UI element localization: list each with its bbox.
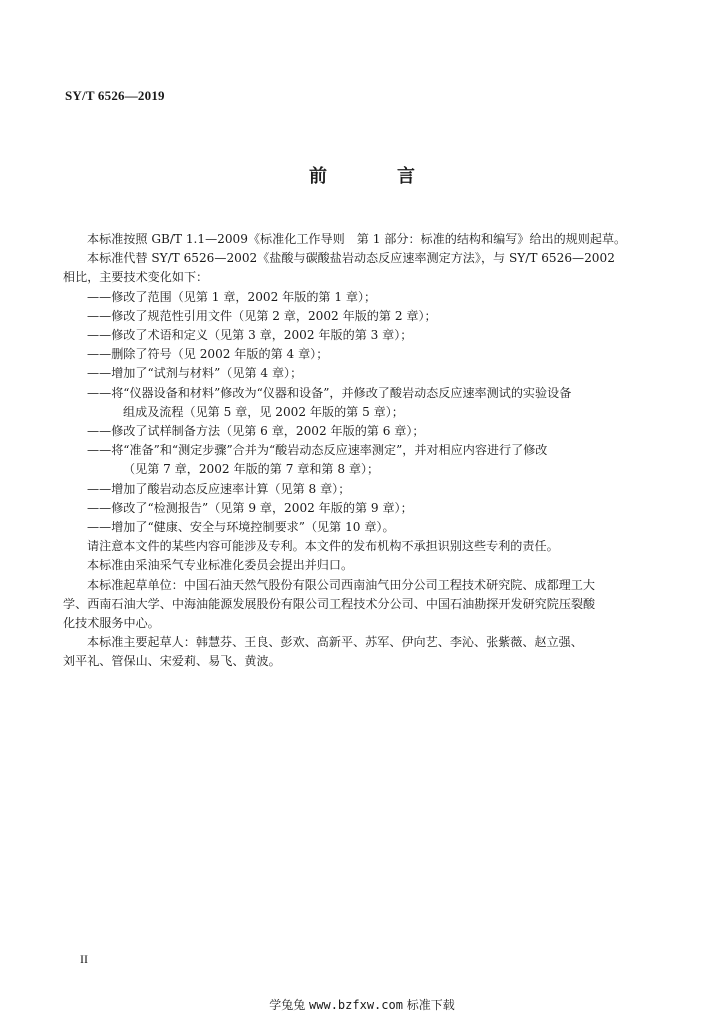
- body-line: ——增加了酸岩动态反应速率计算（见第 8 章）；: [87, 482, 351, 496]
- body-line: 请注意本文件的某些内容可能涉及专利。本文件的发布机构不承担识别这些专利的责任。: [87, 539, 559, 553]
- page-title: 前 言: [309, 166, 441, 187]
- page-number: II: [80, 952, 88, 966]
- footer-prefix: 学兔兔: [269, 998, 306, 1012]
- body-line: ——增加了“健康、安全与环境控制要求”（见第 10 章）。: [87, 520, 395, 534]
- body-line: ——修改了范围（见第 1 章，2002 年版的第 1 章）；: [87, 290, 377, 304]
- body-line: 相比，主要技术变化如下：: [63, 270, 209, 284]
- body-line: ——增加了“试剂与材料”（见第 4 章）；: [87, 366, 303, 380]
- body-line: 本标准起草单位：中国石油天然气股份有限公司西南油气田分公司工程技术研究院、成都理工大: [87, 578, 595, 592]
- body-line: ——将“仪器设备和材料”修改为“仪器和设备”，并修改了酸岩动态反应速率测试的实验设备: [87, 386, 572, 400]
- body-line: 学、西南石油大学、中海油能源发展股份有限公司工程技术分公司、中国石油勘探开发研究院压裂酸: [63, 597, 596, 611]
- body-line: 组成及流程（见第 5 章，见 2002 年版的第 5 章）；: [123, 405, 404, 419]
- body-line: （见第 7 章，2002 年版的第 7 章和第 8 章）；: [123, 462, 380, 476]
- body-line: 本标准主要起草人：韩慧芬、王良、彭欢、高新平、苏军、伊向艺、李沁、张紫薇、赵立强、: [87, 635, 583, 649]
- body-line: 本标准由采油采气专业标准化委员会提出并归口。: [87, 558, 354, 572]
- body-line: 本标准代替 SY/T 6526—2002《盐酸与碳酸盐岩动态反应速率测定方法》，与 SY/T 6526—2002: [87, 251, 615, 265]
- body-line: ——修改了“检测报告”（见第 9 章，2002 年版的第 9 章）；: [87, 501, 413, 515]
- body-line: 化技术服务中心。: [63, 616, 160, 630]
- watermark-footer: [0, 996, 724, 1013]
- body-line: ——修改了术语和定义（见第 3 章，2002 年版的第 3 章）；: [87, 328, 413, 342]
- footer-link[interactable]: www.bzfxw.com: [309, 998, 403, 1012]
- body-line: ——删除了符号（见 2002 年版的第 4 章）；: [87, 347, 329, 361]
- body-line: ——将“准备”和“测定步骤”合并为“酸岩动态反应速率测定”，并对相应内容进行了修改: [87, 443, 548, 457]
- body-line: 本标准按照 GB/T 1.1—2009《标准化工作导则 第 1 部分：标准的结构和编写》给出的规则起草。: [87, 232, 627, 246]
- body-line: ——修改了规范性引用文件（见第 2 章，2002 年版的第 2 章）；: [87, 309, 437, 323]
- body-line: 刘平礼、管保山、宋爱莉、易飞、黄波。: [63, 654, 281, 668]
- document-code: SY/T 6526—2019: [65, 88, 165, 103]
- footer-suffix: 标准下载: [406, 998, 455, 1012]
- body-line: ——修改了试样制备方法（见第 6 章，2002 年版的第 6 章）；: [87, 424, 425, 438]
